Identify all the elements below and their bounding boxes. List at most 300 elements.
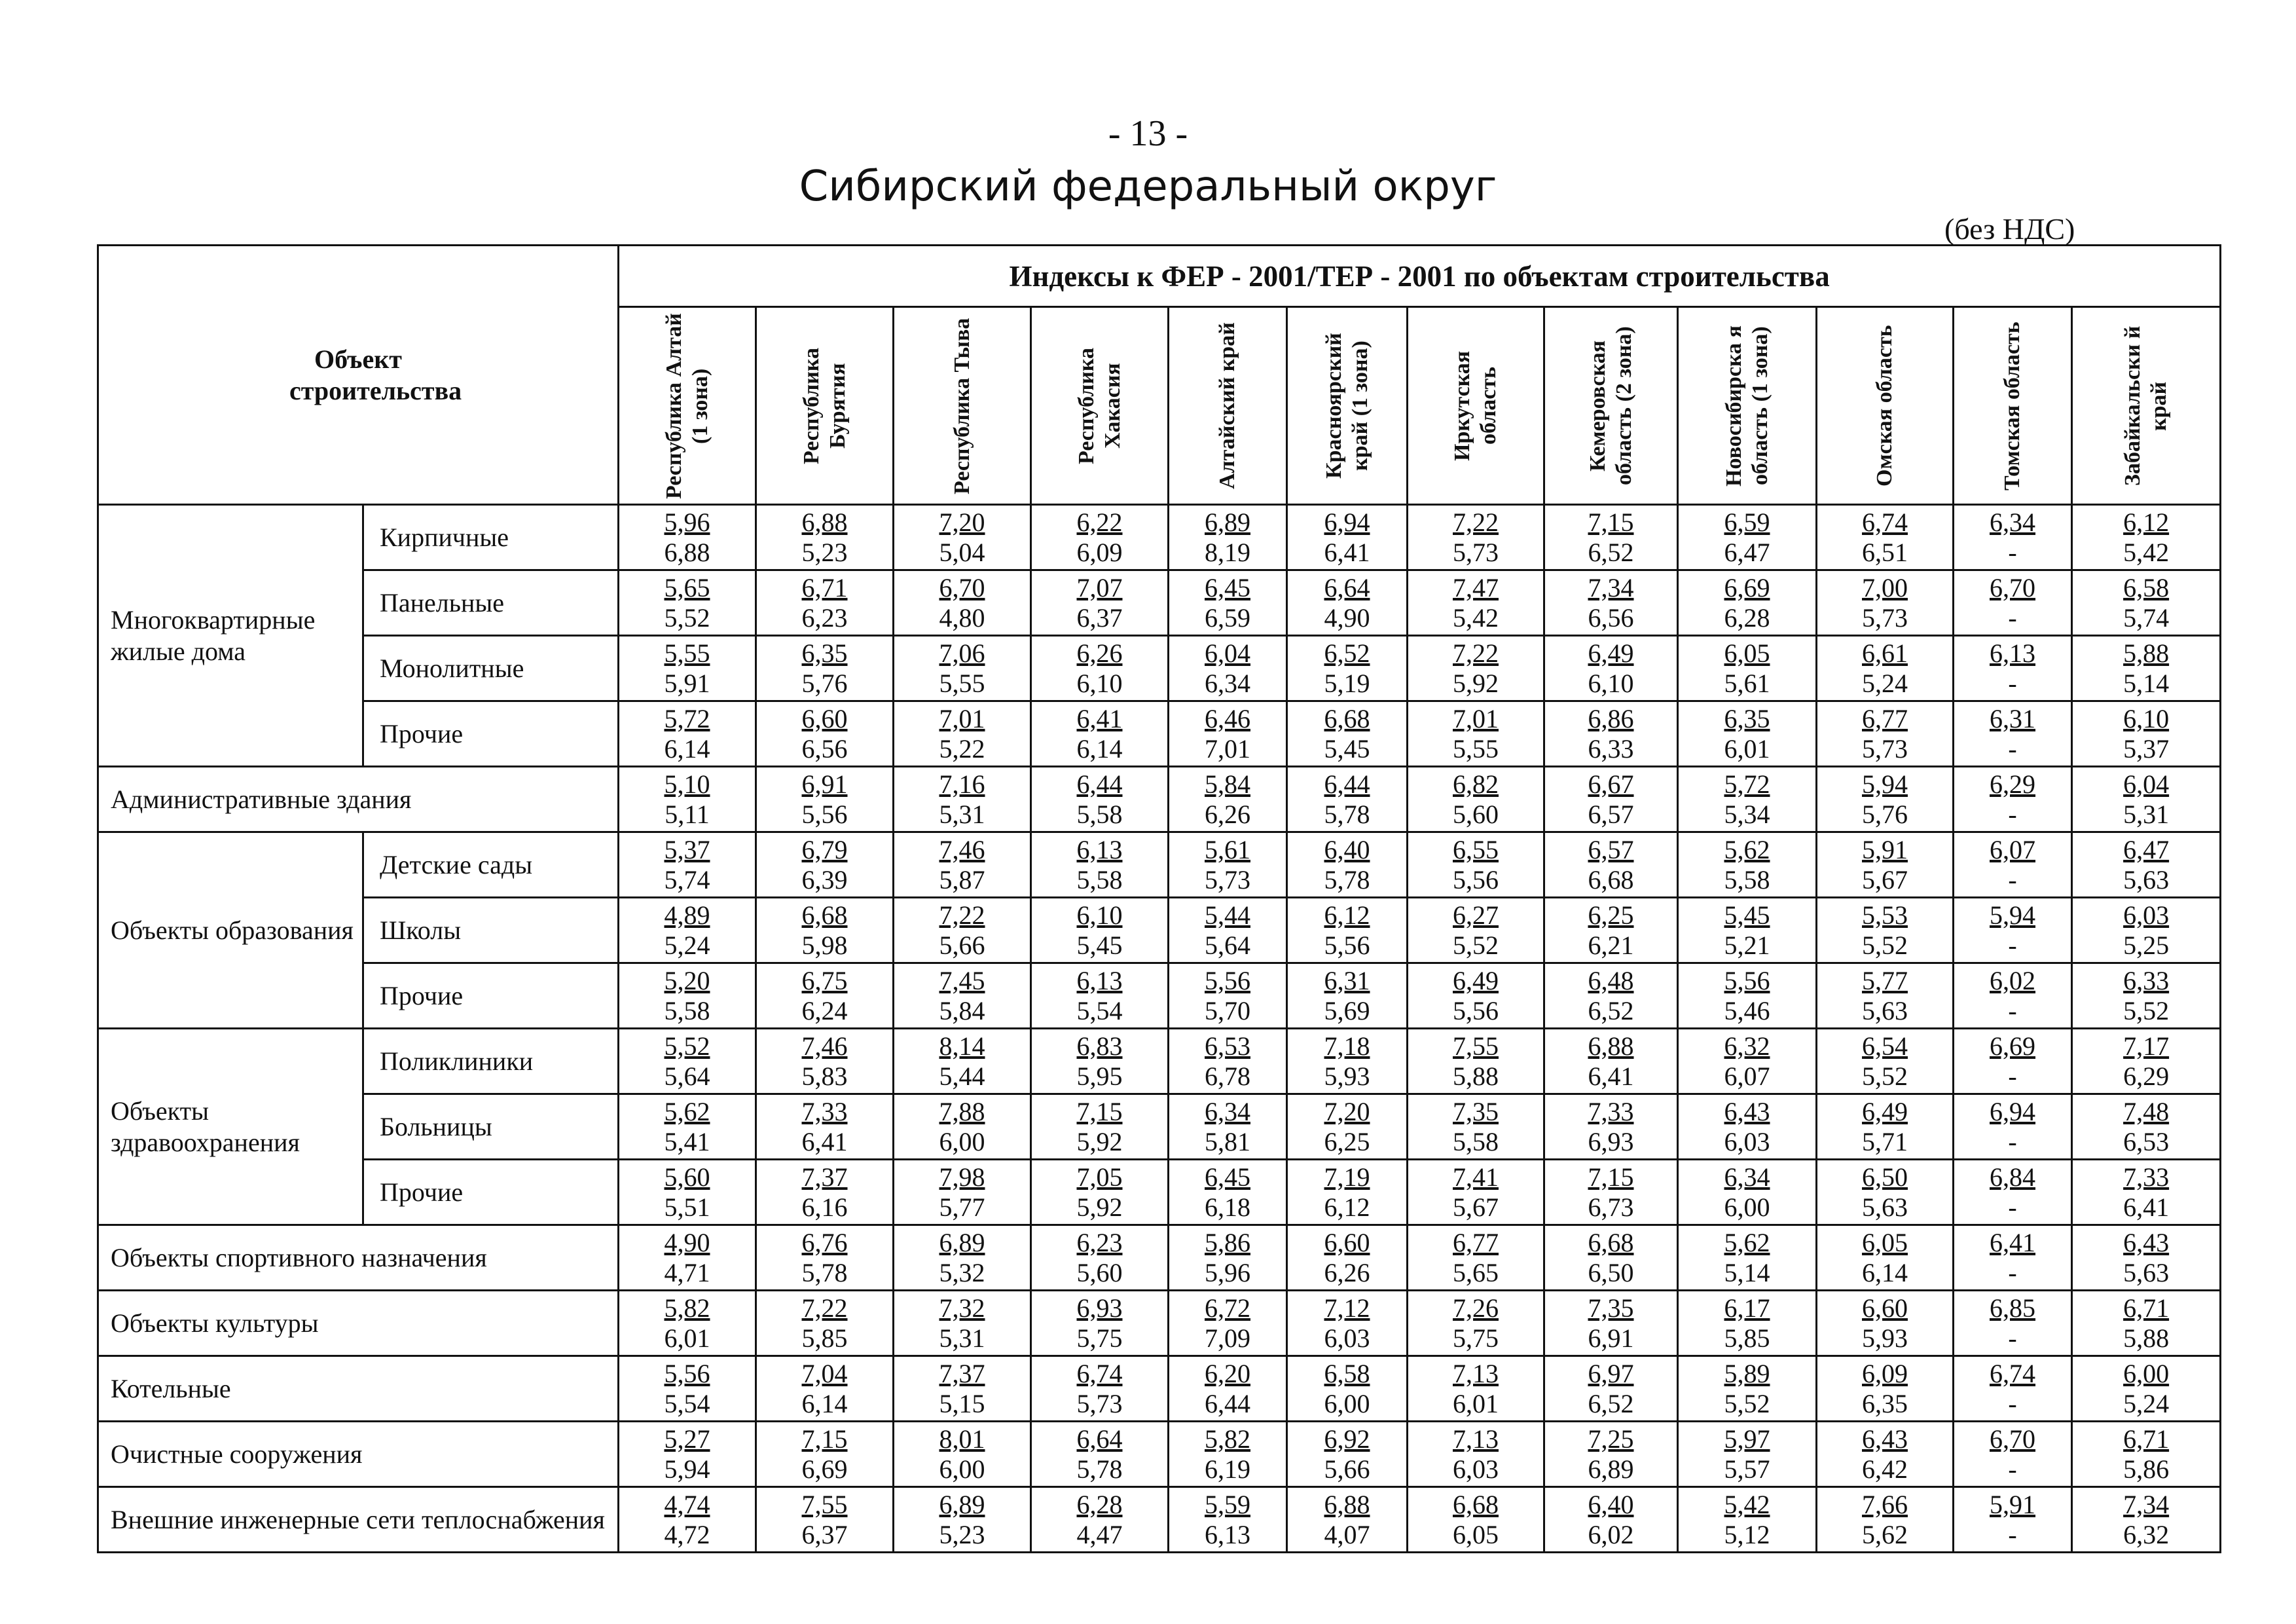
index-value-bottom: 6,18 (1205, 1192, 1250, 1222)
index-cell (1544, 570, 1678, 636)
index-value-bottom: 5,22 (939, 733, 985, 764)
index-value-bottom: 5,56 (1453, 864, 1499, 895)
index-value-top: 6,79 (801, 834, 848, 864)
index-value-bottom: 4,80 (939, 602, 985, 633)
index-value-top: 6,00 (2123, 1358, 2170, 1388)
index-value-bottom: - (2008, 864, 2017, 895)
index-value-bottom: 5,96 (1205, 1257, 1250, 1287)
index-value-bottom: 6,41 (1588, 1061, 1634, 1091)
index-cell (1169, 898, 1287, 963)
index-value-top: 6,25 (1588, 900, 1634, 930)
category-label: Объекты спортивного назначения (98, 1225, 619, 1291)
index-cell (1031, 1029, 1169, 1094)
index-value-top: 6,69 (1990, 1031, 2035, 1061)
index-value-top: 6,97 (1588, 1358, 1634, 1388)
region-header-label: Республика Бурятия (799, 347, 850, 464)
index-value-top: 6,82 (1453, 769, 1499, 799)
index-value-top: 6,94 (1324, 507, 1370, 537)
index-value-top: 6,45 (1205, 1162, 1250, 1192)
index-cell (1031, 898, 1169, 963)
index-value-bottom: 7,01 (1205, 733, 1250, 764)
index-value-top: 5,62 (1724, 834, 1770, 864)
index-value-top: 7,07 (1076, 572, 1123, 602)
index-value-bottom: 5,91 (664, 668, 710, 698)
index-value-bottom: 5,88 (1453, 1061, 1499, 1091)
index-value-top: 6,71 (801, 572, 848, 602)
category-label: Объекты культуры (98, 1291, 619, 1356)
table-row (98, 570, 2221, 636)
index-value-bottom: 5,81 (1205, 1126, 1250, 1156)
index-cell (894, 505, 1031, 570)
index-value-top: 6,47 (2123, 834, 2170, 864)
index-cell (1408, 1487, 1544, 1553)
index-value-bottom: - (2008, 1257, 2017, 1287)
index-cell (1287, 1160, 1408, 1225)
index-cell (1287, 1422, 1408, 1487)
index-cell (1408, 636, 1544, 701)
index-value-bottom: 6,01 (1453, 1388, 1499, 1418)
index-value-bottom: 5,73 (1862, 733, 1908, 764)
index-value-bottom: 5,31 (2123, 799, 2170, 829)
index-value-top: 6,89 (939, 1227, 985, 1257)
index-value-top: 6,35 (1724, 703, 1770, 733)
region-header-label: Алтайский край (1215, 322, 1239, 489)
index-cell (1169, 1487, 1287, 1553)
index-cell (1287, 701, 1408, 767)
table-row (98, 1422, 2221, 1487)
index-value-bottom: 5,73 (1453, 537, 1499, 567)
index-value-bottom: - (2008, 995, 2017, 1025)
index-value-top: 7,35 (1453, 1096, 1499, 1126)
index-value-bottom: 5,62 (1862, 1519, 1908, 1549)
index-value-top: 6,60 (1862, 1293, 1908, 1323)
index-cell (756, 1160, 894, 1225)
index-value-bottom: 5,63 (2123, 864, 2170, 895)
index-value-top: 5,37 (664, 834, 710, 864)
index-value-top: 7,06 (939, 638, 985, 668)
index-value-top: 5,27 (664, 1424, 710, 1454)
index-cell (1954, 832, 2072, 898)
index-value-top: 5,10 (664, 769, 710, 799)
index-value-top: 6,13 (1076, 965, 1123, 995)
object-header-label: Объект строительства (289, 344, 462, 405)
index-value-bottom: 5,66 (939, 930, 985, 960)
index-cell (619, 963, 756, 1029)
index-value-top: 6,31 (1990, 703, 2035, 733)
index-value-bottom: 5,15 (939, 1388, 985, 1418)
index-cell (1169, 1356, 1287, 1422)
index-value-bottom: 5,34 (1724, 799, 1770, 829)
index-value-bottom: 5,85 (1724, 1323, 1770, 1353)
index-value-top: 6,07 (1990, 834, 2035, 864)
index-cell (619, 636, 756, 701)
category-label: Многоквартирные жилые дома (98, 505, 363, 767)
index-cell (619, 1422, 756, 1487)
index-value-top: 6,35 (801, 638, 848, 668)
index-value-top: 5,55 (664, 638, 710, 668)
index-value-bottom: 5,92 (1076, 1126, 1123, 1156)
index-value-top: 7,47 (1453, 572, 1499, 602)
page-title: Сибирский федеральный округ (799, 162, 1497, 211)
index-cell (2072, 1487, 2221, 1553)
index-value-top: 6,34 (1724, 1162, 1770, 1192)
index-value-bottom: 6,26 (1205, 799, 1250, 829)
index-value-bottom: 5,14 (2123, 668, 2170, 698)
index-value-bottom: 6,13 (1205, 1519, 1250, 1549)
table-row (98, 1225, 2221, 1291)
index-value-top: 6,89 (1205, 507, 1250, 537)
index-value-bottom: - (2008, 930, 2017, 960)
index-cell (894, 636, 1031, 701)
table-row (98, 1094, 2221, 1160)
index-value-top: 6,17 (1724, 1293, 1770, 1323)
index-value-bottom: 5,60 (1453, 799, 1499, 829)
index-value-bottom: - (2008, 733, 2017, 764)
index-cell (1408, 767, 1544, 832)
index-value-bottom: 7,09 (1205, 1323, 1250, 1353)
table-row (98, 636, 2221, 701)
index-value-top: 7,66 (1862, 1489, 1908, 1519)
index-value-bottom: 6,52 (1588, 995, 1634, 1025)
index-cell (2072, 1225, 2221, 1291)
index-value-top: 6,76 (801, 1227, 848, 1257)
index-value-top: 7,33 (2123, 1162, 2170, 1192)
index-cell (894, 963, 1031, 1029)
index-cell (1544, 701, 1678, 767)
index-cell (756, 1094, 894, 1160)
index-cell (1169, 1225, 1287, 1291)
index-cell (1817, 636, 1954, 701)
index-value-top: 5,62 (1724, 1227, 1770, 1257)
index-value-top: 6,64 (1076, 1424, 1123, 1454)
index-value-bottom: 6,21 (1588, 930, 1634, 960)
index-value-bottom: 5,46 (1724, 995, 1770, 1025)
region-header (2072, 307, 2221, 505)
index-value-top: 7,18 (1324, 1031, 1370, 1061)
index-cell (1817, 898, 1954, 963)
index-value-bottom: 6,03 (1453, 1454, 1499, 1484)
index-cell (1031, 570, 1169, 636)
index-cell (1031, 505, 1169, 570)
index-value-bottom: 6,78 (1205, 1061, 1250, 1091)
index-cell (1678, 701, 1817, 767)
region-header (1954, 307, 2072, 505)
index-value-bottom: 5,24 (664, 930, 710, 960)
index-value-bottom: 5,52 (1862, 930, 1908, 960)
index-cell (894, 1029, 1031, 1094)
index-value-top: 6,50 (1862, 1162, 1908, 1192)
index-value-bottom: 5,67 (1862, 864, 1908, 895)
index-value-top: 5,56 (1724, 965, 1770, 995)
index-value-bottom: 5,86 (2123, 1454, 2170, 1484)
index-value-bottom: 5,85 (801, 1323, 848, 1353)
index-value-top: 5,65 (664, 572, 710, 602)
index-cell (756, 1029, 894, 1094)
subcategory-label: Панельные (363, 570, 619, 636)
index-cell (1817, 1422, 1954, 1487)
index-value-top: 7,01 (939, 703, 985, 733)
index-value-top: 6,48 (1588, 965, 1634, 995)
index-value-top: 6,72 (1205, 1293, 1250, 1323)
index-cell (2072, 767, 2221, 832)
index-cell (619, 701, 756, 767)
index-cell (1817, 963, 1954, 1029)
index-value-top: 5,82 (1205, 1424, 1250, 1454)
index-value-bottom: 4,47 (1076, 1519, 1123, 1549)
index-cell (1031, 963, 1169, 1029)
index-cell (1544, 1356, 1678, 1422)
index-value-bottom: 5,14 (1724, 1257, 1770, 1287)
index-cell (1169, 1422, 1287, 1487)
index-value-top: 6,74 (1076, 1358, 1123, 1388)
index-value-top: 7,45 (939, 965, 985, 995)
index-value-top: 6,49 (1453, 965, 1499, 995)
index-cell (1169, 767, 1287, 832)
index-value-bottom: 5,56 (801, 799, 848, 829)
index-value-top: 7,00 (1862, 572, 1908, 602)
index-value-bottom: 5,45 (1324, 733, 1370, 764)
index-value-top: 6,12 (1324, 900, 1370, 930)
index-value-bottom: 6,37 (1076, 602, 1123, 633)
index-value-bottom: - (2008, 1126, 2017, 1156)
index-value-top: 6,10 (1076, 900, 1123, 930)
index-cell (1287, 898, 1408, 963)
index-value-bottom: 5,67 (1453, 1192, 1499, 1222)
index-value-top: 5,44 (1205, 900, 1250, 930)
index-value-bottom: 6,00 (1724, 1192, 1770, 1222)
index-value-bottom: 6,41 (2123, 1192, 2170, 1222)
index-value-bottom: - (2008, 1323, 2017, 1353)
index-value-top: 5,20 (664, 965, 710, 995)
index-cell (1169, 701, 1287, 767)
index-cell (1408, 1029, 1544, 1094)
index-cell (1031, 1225, 1169, 1291)
index-value-bottom: 5,78 (801, 1257, 848, 1287)
index-value-top: 7,33 (1588, 1096, 1634, 1126)
index-value-top: 6,40 (1588, 1489, 1634, 1519)
index-cell (1408, 1160, 1544, 1225)
index-cell (2072, 898, 2221, 963)
index-value-bottom: 8,19 (1205, 537, 1250, 567)
index-cell (1169, 1094, 1287, 1160)
subcategory-label: Школы (363, 898, 619, 963)
table-row (98, 701, 2221, 767)
index-cell (894, 832, 1031, 898)
index-value-top: 6,05 (1862, 1227, 1908, 1257)
index-cell (1817, 1291, 1954, 1356)
index-value-top: 7,22 (939, 900, 985, 930)
index-value-top: 5,91 (1990, 1489, 2035, 1519)
index-cell (619, 1225, 756, 1291)
index-cell (1678, 1094, 1817, 1160)
index-value-top: 6,74 (1990, 1358, 2035, 1388)
index-value-bottom: 6,69 (801, 1454, 848, 1484)
index-value-top: 6,61 (1862, 638, 1908, 668)
index-cell (756, 898, 894, 963)
index-value-bottom: 5,75 (1453, 1323, 1499, 1353)
index-cell (2072, 1291, 2221, 1356)
index-value-top: 6,02 (1990, 965, 2035, 995)
index-value-bottom: 5,52 (2123, 995, 2170, 1025)
index-cell (2072, 1356, 2221, 1422)
index-cell (894, 1225, 1031, 1291)
index-value-top: 7,13 (1453, 1424, 1499, 1454)
region-header (1031, 307, 1169, 505)
category-label: Котельные (98, 1356, 619, 1422)
index-value-bottom: 6,05 (1453, 1519, 1499, 1549)
region-header-label: Республика Хакасия (1074, 347, 1125, 464)
index-value-bottom: 5,75 (1076, 1323, 1123, 1353)
index-cell (1954, 1291, 2072, 1356)
index-value-top: 6,26 (1076, 638, 1123, 668)
index-cell (894, 1356, 1031, 1422)
index-cell (1954, 1487, 2072, 1553)
index-value-top: 6,31 (1324, 965, 1370, 995)
index-cell (1287, 1029, 1408, 1094)
table-row (98, 963, 2221, 1029)
index-value-top: 7,98 (939, 1162, 985, 1192)
index-cell (894, 1094, 1031, 1160)
index-value-bottom: 4,71 (664, 1257, 710, 1287)
region-header (1544, 307, 1678, 505)
index-value-top: 6,67 (1588, 769, 1634, 799)
index-cell (1678, 1029, 1817, 1094)
index-cell (1031, 1422, 1169, 1487)
index-cell (1954, 505, 2072, 570)
index-cell (1817, 505, 1954, 570)
index-value-top: 6,29 (1990, 769, 2035, 799)
index-cell (1169, 1160, 1287, 1225)
index-cell (2072, 701, 2221, 767)
region-header-label: Республика Алтай (1 зона) (661, 312, 712, 499)
index-value-top: 6,68 (1453, 1489, 1499, 1519)
index-cell (1678, 898, 1817, 963)
index-cell (1169, 570, 1287, 636)
index-value-top: 7,01 (1453, 703, 1499, 733)
index-cell (756, 570, 894, 636)
subcategory-label: Прочие (363, 963, 619, 1029)
index-value-bottom: 5,78 (1324, 864, 1370, 895)
index-value-top: 4,89 (664, 900, 710, 930)
index-cell (1678, 1422, 1817, 1487)
index-value-top: 5,88 (2123, 638, 2170, 668)
vat-note: (без НДС) (1944, 212, 2075, 246)
index-value-bottom: 6,88 (664, 537, 710, 567)
index-value-top: 5,96 (664, 507, 710, 537)
index-value-top: 7,55 (1453, 1031, 1499, 1061)
index-cell (1408, 898, 1544, 963)
index-cell (1954, 1422, 2072, 1487)
index-value-bottom: 4,90 (1324, 602, 1370, 633)
index-value-bottom: 6,56 (1588, 602, 1634, 633)
index-cell (619, 832, 756, 898)
index-value-bottom: 5,93 (1862, 1323, 1908, 1353)
index-value-top: 6,40 (1324, 834, 1370, 864)
index-value-bottom: 5,12 (1724, 1519, 1770, 1549)
index-cell (1408, 505, 1544, 570)
index-value-bottom: 6,56 (801, 733, 848, 764)
index-value-bottom: 6,00 (1324, 1388, 1370, 1418)
index-value-top: 6,34 (1990, 507, 2035, 537)
index-cell (1817, 1094, 1954, 1160)
region-header (1408, 307, 1544, 505)
index-cell (1544, 1094, 1678, 1160)
index-value-bottom: - (2008, 537, 2017, 567)
index-value-bottom: 6,01 (664, 1323, 710, 1353)
index-cell (1678, 1487, 1817, 1553)
index-cell (1817, 701, 1954, 767)
index-value-bottom: 5,73 (1862, 602, 1908, 633)
index-value-bottom: 6,50 (1588, 1257, 1634, 1287)
index-cell (1954, 1094, 2072, 1160)
index-value-bottom: 5,58 (1076, 799, 1123, 829)
index-value-top: 5,84 (1205, 769, 1250, 799)
index-value-bottom: 5,74 (664, 864, 710, 895)
index-cell (1954, 1160, 2072, 1225)
object-header (98, 246, 619, 505)
index-value-bottom: - (2008, 1388, 2017, 1418)
index-cell (1408, 963, 1544, 1029)
index-value-top: 7,15 (1076, 1096, 1123, 1126)
index-value-top: 6,12 (2123, 507, 2170, 537)
index-value-bottom: 6,91 (1588, 1323, 1634, 1353)
index-value-bottom: 5,32 (939, 1257, 985, 1287)
index-value-top: 7,20 (1324, 1096, 1370, 1126)
index-value-bottom: 5,66 (1324, 1454, 1370, 1484)
index-value-top: 6,52 (1324, 638, 1370, 668)
index-value-top: 7,48 (2123, 1096, 2170, 1126)
table-row (98, 898, 2221, 963)
index-value-bottom: - (2008, 1454, 2017, 1484)
index-value-top: 6,41 (1990, 1227, 2035, 1257)
index-value-bottom: 5,76 (1862, 799, 1908, 829)
index-value-top: 6,71 (2123, 1424, 2170, 1454)
index-cell (1817, 1225, 1954, 1291)
index-cell (756, 636, 894, 701)
index-cell (756, 1225, 894, 1291)
index-value-top: 6,77 (1453, 1227, 1499, 1257)
index-value-top: 6,92 (1324, 1424, 1370, 1454)
index-value-bottom: 6,93 (1588, 1126, 1634, 1156)
index-cell (619, 898, 756, 963)
index-cell (1817, 767, 1954, 832)
index-table (97, 244, 2221, 1553)
index-value-bottom: 6,41 (801, 1126, 848, 1156)
index-value-top: 6,64 (1324, 572, 1370, 602)
index-cell (2072, 505, 2221, 570)
index-value-top: 6,88 (801, 507, 848, 537)
index-cell (1817, 1487, 1954, 1553)
subcategory-label: Кирпичные (363, 505, 619, 570)
index-cell (756, 701, 894, 767)
index-cell (1678, 1160, 1817, 1225)
index-value-top: 5,86 (1205, 1227, 1250, 1257)
index-value-bottom: 5,52 (1862, 1061, 1908, 1091)
index-value-top: 6,49 (1588, 638, 1634, 668)
index-value-bottom: 6,28 (1724, 602, 1770, 633)
index-value-bottom: 4,07 (1324, 1519, 1370, 1549)
index-value-bottom: 6,57 (1588, 799, 1634, 829)
index-value-bottom: 5,55 (1453, 733, 1499, 764)
index-value-bottom: 6,73 (1588, 1192, 1634, 1222)
subcategory-label: Поликлиники (363, 1029, 619, 1094)
index-cell (756, 1356, 894, 1422)
index-value-top: 4,90 (664, 1227, 710, 1257)
index-value-bottom: 6,14 (801, 1388, 848, 1418)
index-cell (756, 1422, 894, 1487)
index-value-top: 6,34 (1205, 1096, 1250, 1126)
index-value-top: 6,89 (939, 1489, 985, 1519)
